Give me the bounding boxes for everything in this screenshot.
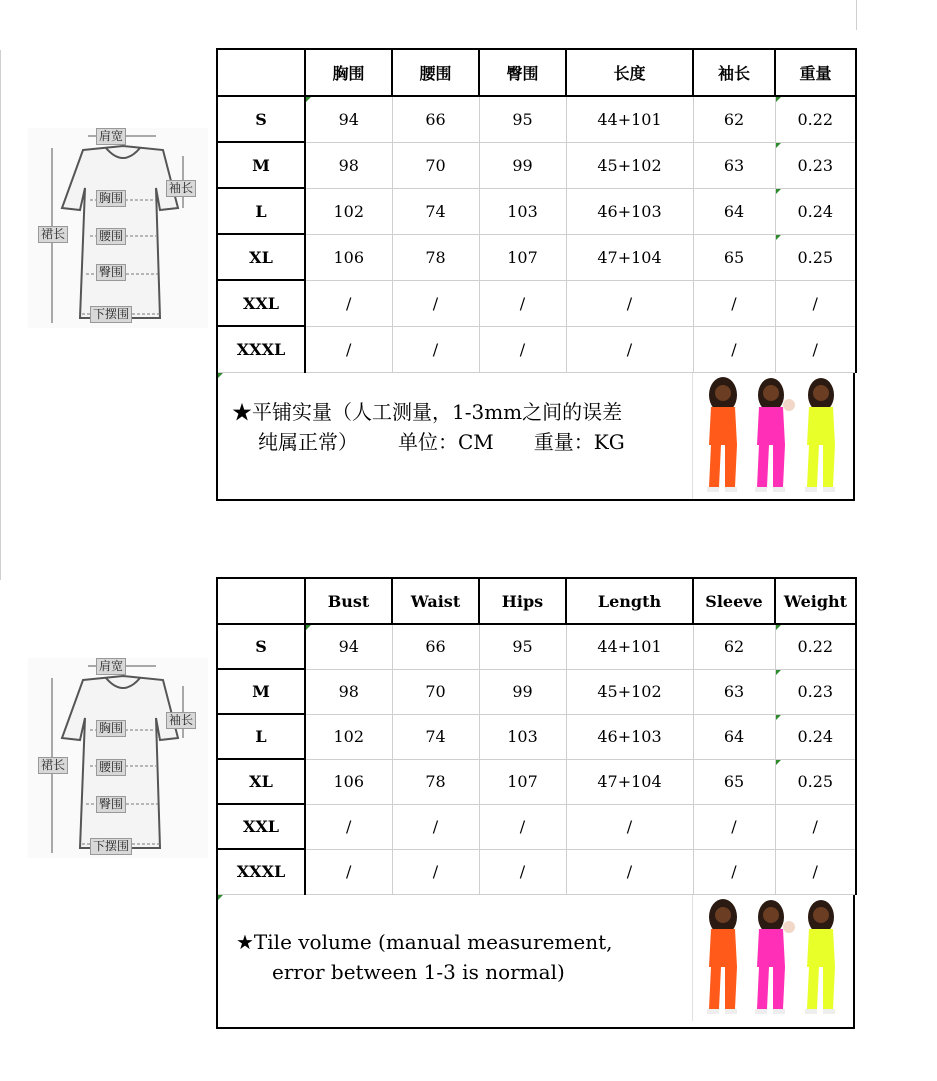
diagram-label-length: 裙长 [38, 226, 68, 243]
hips-cell: 107 [479, 234, 566, 280]
waist-cell: 66 [392, 96, 479, 142]
weight-cell: / [775, 804, 856, 849]
size-cell: M [217, 669, 305, 714]
table-row [217, 759, 856, 804]
hips-cell: 95 [479, 624, 566, 669]
weight-cell: / [775, 280, 856, 326]
table-row [217, 714, 856, 759]
bust-cell: 94 [305, 624, 392, 669]
product-models-image [692, 895, 853, 1021]
waist-cell: / [392, 280, 479, 326]
size-table-cn [216, 48, 857, 373]
diagram-label-hip: 臀围 [96, 796, 126, 813]
right-edge-line [856, 0, 857, 30]
measurement-note-en [216, 895, 855, 1029]
model-yellow [805, 900, 835, 1014]
note-unit: 单位：CM [398, 429, 494, 454]
hips-cell: / [479, 326, 566, 372]
bust-cell: / [305, 849, 392, 894]
diagram-label-waist: 腰围 [96, 228, 126, 245]
diagram-label-bust: 胸围 [96, 720, 126, 737]
hips-cell: 95 [479, 96, 566, 142]
length-cell: / [566, 804, 693, 849]
model-orange [707, 377, 737, 492]
length-cell: 47+104 [566, 759, 693, 804]
model-yellow [805, 378, 835, 492]
product-models-image [692, 373, 853, 499]
weight-cell: 0.23 [775, 142, 856, 188]
diagram-label-hem: 下摆围 [90, 306, 132, 323]
header-waist: 腰围 [392, 49, 479, 96]
table-row [217, 234, 856, 280]
sleeve-cell: / [693, 280, 775, 326]
header-bust: Bust [305, 578, 392, 624]
waist-cell: 74 [392, 188, 479, 234]
corner-marker [218, 895, 223, 900]
bust-cell: 106 [305, 234, 392, 280]
bust-cell: 98 [305, 142, 392, 188]
header-weight: Weight [775, 578, 856, 624]
note-line-2: error between 1-3 is normal) [272, 959, 565, 984]
size-cell: M [217, 142, 305, 188]
size-cell: XXXL [217, 849, 305, 894]
model-pink [755, 900, 795, 1014]
hips-cell: 107 [479, 759, 566, 804]
waist-cell: / [392, 804, 479, 849]
table-row [217, 624, 856, 669]
table-row [217, 142, 856, 188]
size-cell: S [217, 96, 305, 142]
header-hips: Hips [479, 578, 566, 624]
header-row [217, 49, 856, 96]
hips-cell: 103 [479, 188, 566, 234]
hips-cell: / [479, 849, 566, 894]
header-length: 长度 [566, 49, 693, 96]
length-cell: 44+101 [566, 624, 693, 669]
hips-cell: / [479, 804, 566, 849]
size-cell: XL [217, 234, 305, 280]
header-sleeve: Sleeve [693, 578, 775, 624]
diagram-label-length: 裙长 [38, 757, 68, 774]
waist-cell: 78 [392, 234, 479, 280]
size-cell: L [217, 714, 305, 759]
hips-cell: 99 [479, 142, 566, 188]
size-chart-en [216, 577, 855, 1029]
waist-cell: 70 [392, 142, 479, 188]
bust-cell: / [305, 280, 392, 326]
bust-cell: 94 [305, 96, 392, 142]
diagram-label-sleeve: 袖长 [166, 180, 196, 197]
diagram-label-shoulder: 肩宽 [96, 658, 126, 675]
note-text [232, 397, 702, 457]
size-cell: XXL [217, 280, 305, 326]
note-line-1: ★Tile volume (manual measurement, [236, 929, 613, 954]
diagram-label-bust: 胸围 [96, 190, 126, 207]
size-cell: L [217, 188, 305, 234]
length-cell: 46+103 [566, 188, 693, 234]
weight-cell: 0.25 [775, 759, 856, 804]
hips-cell: 99 [479, 669, 566, 714]
size-cell: S [217, 624, 305, 669]
weight-cell: 0.24 [775, 714, 856, 759]
bust-cell: / [305, 804, 392, 849]
length-cell: 47+104 [566, 234, 693, 280]
header-waist: Waist [392, 578, 479, 624]
size-table-en [216, 577, 857, 895]
size-cell: XXXL [217, 326, 305, 372]
diagram-label-sleeve: 袖长 [166, 712, 196, 729]
header-blank [217, 49, 305, 96]
length-cell: 45+102 [566, 142, 693, 188]
hips-cell: / [479, 280, 566, 326]
length-cell: 44+101 [566, 96, 693, 142]
header-sleeve: 袖长 [693, 49, 775, 96]
sleeve-cell: 65 [693, 234, 775, 280]
bust-cell: 102 [305, 714, 392, 759]
diagram-label-hip: 臀围 [96, 264, 126, 281]
diagram-label-waist: 腰围 [96, 759, 126, 776]
header-weight: 重量 [775, 49, 856, 96]
table-row [217, 280, 856, 326]
length-cell: 46+103 [566, 714, 693, 759]
sleeve-cell: / [693, 804, 775, 849]
table-row [217, 849, 856, 894]
sleeve-cell: / [693, 326, 775, 372]
sleeve-cell: 63 [693, 669, 775, 714]
table-row [217, 804, 856, 849]
sleeve-cell: / [693, 849, 775, 894]
waist-cell: 66 [392, 624, 479, 669]
note-text [236, 927, 706, 987]
corner-marker [218, 373, 223, 378]
table-row [217, 326, 856, 372]
length-cell: / [566, 326, 693, 372]
waist-cell: 78 [392, 759, 479, 804]
weight-cell: / [775, 849, 856, 894]
sleeve-cell: 64 [693, 188, 775, 234]
bust-cell: 98 [305, 669, 392, 714]
weight-cell: 0.23 [775, 669, 856, 714]
length-cell: / [566, 849, 693, 894]
note-weight-unit: 重量：KG [533, 429, 625, 454]
table-row [217, 188, 856, 234]
length-cell: 45+102 [566, 669, 693, 714]
left-edge-line [0, 50, 1, 580]
weight-cell: 0.22 [775, 96, 856, 142]
length-cell: / [566, 280, 693, 326]
sleeve-cell: 64 [693, 714, 775, 759]
bust-cell: 106 [305, 759, 392, 804]
size-cell: XXL [217, 804, 305, 849]
weight-cell: / [775, 326, 856, 372]
size-cell: XL [217, 759, 305, 804]
note-line-1: ★平铺实量（人工测量，1-3mm之间的误差 [232, 399, 623, 424]
header-length: Length [566, 578, 693, 624]
header-row [217, 578, 856, 624]
waist-cell: 70 [392, 669, 479, 714]
waist-cell: 74 [392, 714, 479, 759]
measurement-note-cn [216, 373, 855, 501]
sleeve-cell: 62 [693, 624, 775, 669]
weight-cell: 0.22 [775, 624, 856, 669]
table-row [217, 96, 856, 142]
sleeve-cell: 63 [693, 142, 775, 188]
header-hips: 臀围 [479, 49, 566, 96]
waist-cell: / [392, 326, 479, 372]
waist-cell: / [392, 849, 479, 894]
model-pink [755, 378, 795, 492]
bust-cell: 102 [305, 188, 392, 234]
weight-cell: 0.24 [775, 188, 856, 234]
hips-cell: 103 [479, 714, 566, 759]
size-chart-cn [216, 48, 855, 501]
weight-cell: 0.25 [775, 234, 856, 280]
bust-cell: / [305, 326, 392, 372]
table-row [217, 669, 856, 714]
note-line-2 [232, 427, 702, 457]
sleeve-cell: 62 [693, 96, 775, 142]
sleeve-cell: 65 [693, 759, 775, 804]
header-bust: 胸围 [305, 49, 392, 96]
diagram-label-hem: 下摆围 [90, 838, 132, 855]
note-normal-text: 纯属正常） [258, 429, 358, 454]
header-blank [217, 578, 305, 624]
model-orange [707, 899, 737, 1014]
diagram-label-shoulder: 肩宽 [96, 128, 126, 145]
